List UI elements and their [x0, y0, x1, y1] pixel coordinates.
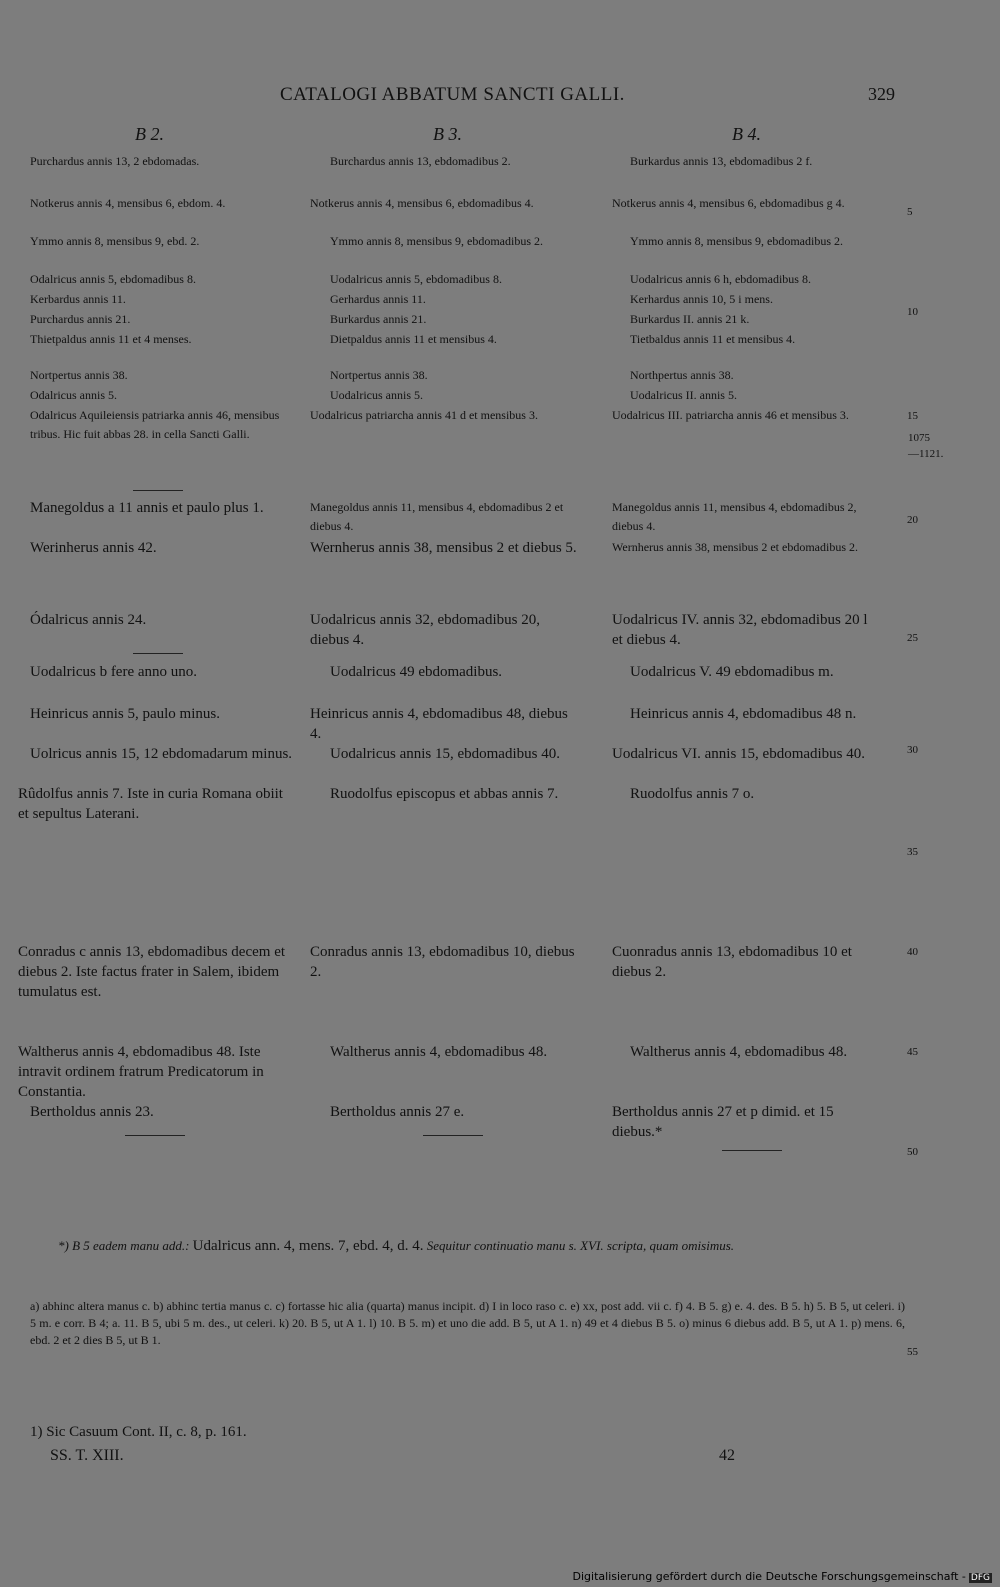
catalog-entry: Uodalricus b fere anno uno.: [30, 664, 198, 680]
catalog-entry: Ruodolfus episcopus et abbas annis 7.: [330, 786, 559, 802]
footnote-1: 1) Sic Casuum Cont. II, c. 8, p. 161.: [30, 1424, 247, 1440]
sheet-number: 42: [719, 1447, 735, 1464]
catalog-entry: Uodalricus annis 6 h, ebdomadibus 8.: [630, 272, 811, 286]
margin-date-start: 1075: [908, 432, 930, 444]
catalog-entry: Uodalricus annis 32, ebdomadibus 20, diebus 4.: [310, 612, 540, 648]
catalog-entry: Burkardus II. annis 21 k.: [630, 312, 750, 326]
line-number: 55: [907, 1346, 918, 1358]
dfg-logo: DFG: [970, 1573, 990, 1583]
catalog-entry: Odalricus annis 5.: [30, 388, 117, 402]
catalog-entry: Notkerus annis 4, mensibus 6, ebdomadibus 4.: [310, 196, 534, 210]
footnote-star-tail: Sequitur continuatio manu s. XVI. scripta, quam omisimus.: [426, 1238, 735, 1253]
catalog-entry: Ruodolfus annis 7 o.: [630, 786, 755, 802]
catalog-entry: Ymmo annis 8, mensibus 9, ebdomadibus 2.: [630, 234, 843, 248]
catalog-entry: Notkerus annis 4, mensibus 6, ebdom. 4.: [30, 196, 226, 210]
catalog-entry: Wernherus annis 38, mensibus 2 et diebus 5.: [310, 540, 577, 556]
footnote-star-text: Udalricus ann. 4, mens. 7, ebd. 4, d. 4.: [192, 1238, 424, 1254]
critical-apparatus: a) abhinc altera manus c. b) abhinc tertia manus c. c) fortasse hic alia (quarta) manus incipit. d) I in loco raso c. e) xx, post add. vii c. f) 4. B 5. g) e. 4. des. B 5. h) 5. B 5, ut celeri. i) 5 m. e corr. B 4; a. 11. B 5, ubi 5 m. des., ut celeri. k) 20. B 5, ut A 1. l) 10. B 5. m) et uno die add. B 5, ut A 1. n) 49 et 4 diebus B 5. o) minus 6 diebus add. B 5, ut A 1. p) mens. 6, ebd. 2 et 2 dies B 5, ut B 1.: [30, 1299, 905, 1347]
section-rule: [133, 653, 183, 654]
catalog-entry: Nortpertus annis 38.: [30, 368, 128, 382]
funding-credit-text: Digitalisierung gefördert durch die Deutsche Forschungsgemeinschaft -: [572, 1570, 966, 1583]
catalog-entry: Dietpaldus annis 11 et mensibus 4.: [330, 332, 497, 346]
margin-date-end: —1121.: [908, 448, 944, 460]
catalog-entry: Ódalricus annis 24.: [30, 612, 147, 628]
catalog-entry: Conradus annis 13, ebdomadibus 10, diebus 2.: [310, 944, 575, 980]
section-rule: [133, 490, 183, 491]
catalog-entry: Thietpaldus annis 11 et 4 menses.: [30, 332, 192, 346]
line-number: 40: [907, 946, 918, 958]
line-number: 25: [907, 632, 918, 644]
column-heading-b4: B 4.: [732, 124, 761, 144]
catalog-entry: Manegoldus annis 11, mensibus 4, ebdomadibus 2 et diebus 4.: [310, 500, 564, 533]
catalog-entry: Waltherus annis 4, ebdomadibus 48.: [330, 1044, 548, 1060]
catalog-entry: Uodalricus 49 ebdomadibus.: [330, 664, 503, 680]
catalog-entry: Burkardus annis 21.: [330, 312, 427, 326]
catalog-entry: Uodalricus annis 5.: [330, 388, 423, 402]
catalog-entry: Notkerus annis 4, mensibus 6, ebdomadibus g 4.: [612, 196, 845, 210]
catalog-entry: Manegoldus a 11 annis et paulo plus 1.: [30, 500, 264, 516]
line-number: 45: [907, 1046, 918, 1058]
catalog-entry: Waltherus annis 4, ebdomadibus 48.: [630, 1044, 848, 1060]
column-heading-b3: B 3.: [433, 124, 462, 144]
column-heading-b2: B 2.: [135, 124, 164, 144]
catalog-entry: Purchardus annis 13, 2 ebdomadas.: [30, 154, 200, 168]
page-number: 329: [868, 84, 895, 104]
catalog-entry: Northpertus annis 38.: [630, 368, 734, 382]
catalog-entry: Gerhardus annis 11.: [330, 292, 426, 306]
section-rule: [125, 1135, 185, 1136]
catalog-entry: Kerbardus annis 11.: [30, 292, 126, 306]
catalog-entry: Waltherus annis 4, ebdomadibus 48. Iste intravit ordinem fratrum Predicatorum in Constantia.: [18, 1044, 264, 1100]
catalog-entry: Bertholdus annis 27 e.: [330, 1104, 465, 1120]
catalog-entry: Manegoldus annis 11, mensibus 4, ebdomadibus 2, diebus 4.: [612, 500, 857, 533]
catalog-entry: Burchardus annis 13, ebdomadibus 2.: [330, 154, 511, 168]
catalog-entry: Odalricus annis 5, ebdomadibus 8.: [30, 272, 196, 286]
section-rule: [423, 1135, 483, 1136]
catalog-entry: Werinherus annis 42.: [30, 540, 157, 556]
catalog-entry: Uolricus annis 15, 12 ebdomadarum minus.: [30, 746, 293, 762]
catalog-entry: Heinricus annis 4, ebdomadibus 48, diebus 4.: [310, 706, 568, 742]
catalog-entry: Kerhardus annis 10, 5 i mens.: [630, 292, 773, 306]
catalog-entry: Heinricus annis 5, paulo minus.: [30, 706, 220, 722]
catalog-entry: Uodalricus V. 49 ebdomadibus m.: [630, 664, 834, 680]
line-number: 35: [907, 846, 918, 858]
line-number: 10: [907, 306, 918, 318]
catalog-entry: Ymmo annis 8, mensibus 9, ebdomadibus 2.: [330, 234, 543, 248]
line-number: 50: [907, 1146, 918, 1158]
catalog-entry: Wernherus annis 38, mensibus 2 et ebdomadibus 2.: [612, 540, 858, 554]
catalog-entry: Uodalricus III. patriarcha annis 46 et mensibus 3.: [612, 408, 849, 422]
section-rule: [722, 1150, 782, 1151]
catalog-entry: Uodalricus annis 5, ebdomadibus 8.: [330, 272, 502, 286]
funding-credit: [573, 1570, 992, 1583]
catalog-entry: Tietbaldus annis 11 et mensibus 4.: [630, 332, 796, 346]
catalog-entry: Ymmo annis 8, mensibus 9, ebd. 2.: [30, 234, 200, 248]
catalog-entry: Purchardus annis 21.: [30, 312, 131, 326]
catalog-entry: Odalricus Aquileiensis patriarka annis 46, mensibus tribus. Hic fuit abbas 28. in cella Sancti Galli.: [30, 408, 280, 441]
catalog-entry: Burkardus annis 13, ebdomadibus 2 f.: [630, 154, 813, 168]
signature-mark: SS. T. XIII.: [50, 1447, 124, 1464]
running-title: CATALOGI ABBATUM SANCTI GALLI.: [280, 84, 625, 105]
catalog-entry: Bertholdus annis 27 et p dimid. et 15 diebus.*: [612, 1104, 834, 1140]
line-number: 5: [907, 206, 913, 218]
catalog-entry: Uodalricus annis 15, ebdomadibus 40.: [330, 746, 560, 762]
catalog-entry: Uodalricus II. annis 5.: [630, 388, 737, 402]
line-number: 15: [907, 410, 918, 422]
footnote-star-lead: *) B 5 eadem manu add.:: [58, 1238, 190, 1253]
catalog-entry: Uodalricus IV. annis 32, ebdomadibus 20 l et diebus 4.: [612, 612, 868, 648]
line-number: 20: [907, 514, 918, 526]
catalog-entry: Cuonradus annis 13, ebdomadibus 10 et diebus 2.: [612, 944, 852, 980]
margin-date-note: [908, 430, 943, 462]
catalog-entry: Heinricus annis 4, ebdomadibus 48 n.: [630, 706, 857, 722]
footnote-star: [58, 1238, 908, 1255]
catalog-entry: Rûdolfus annis 7. Iste in curia Romana obiit et sepultus Laterani.: [18, 786, 283, 822]
catalog-entry: Conradus c annis 13, ebdomadibus decem et diebus 2. Iste factus frater in Salem, ibidem tumulatus est.: [18, 944, 286, 1000]
catalog-entry: Bertholdus annis 23.: [30, 1104, 154, 1120]
line-number: 30: [907, 744, 918, 756]
catalog-entry: Uodalricus patriarcha annis 41 d et mensibus 3.: [310, 408, 538, 422]
catalog-entry: Nortpertus annis 38.: [330, 368, 428, 382]
catalog-entry: Uodalricus VI. annis 15, ebdomadibus 40.: [612, 746, 866, 762]
